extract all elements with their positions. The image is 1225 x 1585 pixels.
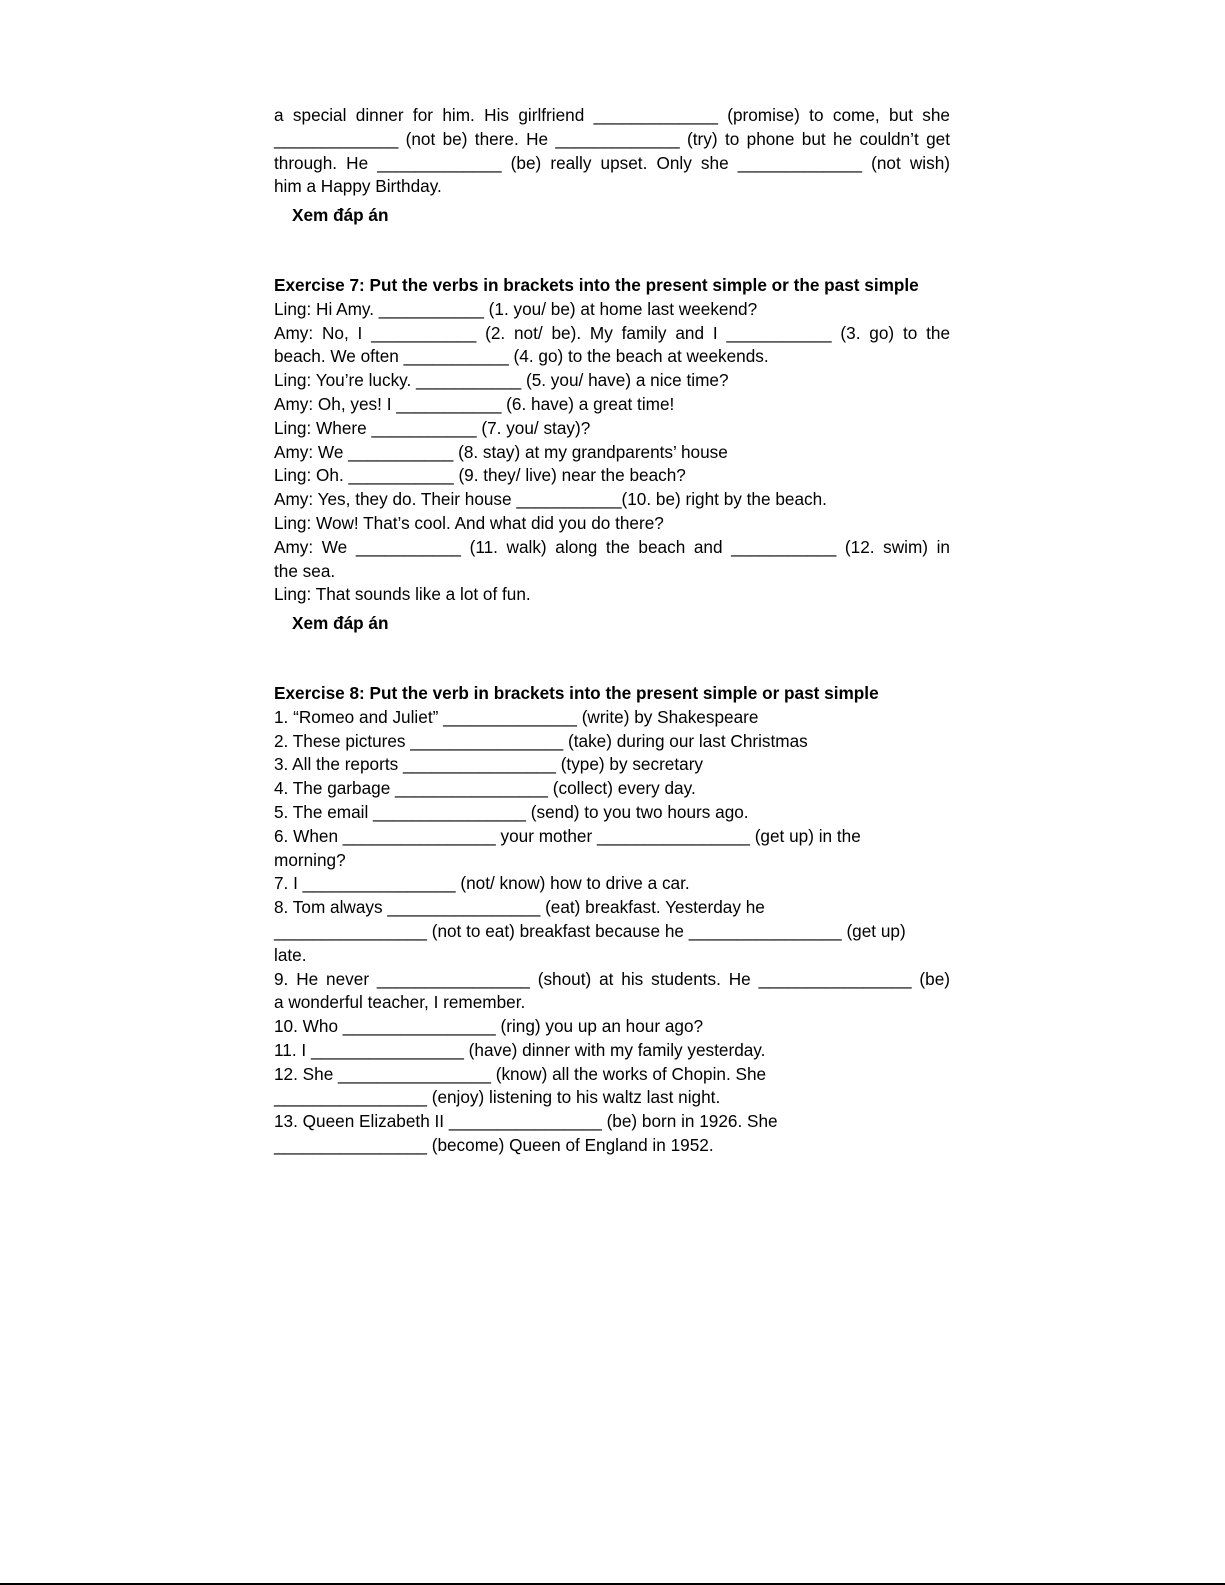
exercise-line: 7. I ________________ (not/ know) how to drive a car. (274, 873, 690, 894)
intro-line-3: through. He _____________ (be) really upset. Only she _____________ (not wish) (274, 152, 950, 173)
dialogue-line: Amy: Oh, yes! I ___________ (6. have) a great time! (274, 393, 675, 414)
exercise-8-title: Exercise 8: Put the verb in brackets into the present simple or past simple (274, 682, 879, 703)
dialogue-line: Ling: Wow! That’s cool. And what did you do there? (274, 512, 664, 533)
dialogue-line: Amy: No, I ___________ (2. not/ be). My family and I ___________ (3. go) to the (274, 322, 950, 343)
dialogue-line: the sea. (274, 560, 336, 581)
exercise-line: 2. These pictures ________________ (take) during our last Christmas (274, 730, 808, 751)
intro-line-1: a special dinner for him. His girlfriend _____________ (promise) to come, but she (274, 105, 950, 125)
spacer (274, 228, 950, 274)
exercise-line: morning? (274, 849, 346, 870)
exercise-line: 11. I ________________ (have) dinner with my family yesterday. (274, 1039, 766, 1060)
exercise-line: 8. Tom always ________________ (eat) breakfast. Yesterday he (274, 897, 765, 918)
exercise-line: a wonderful teacher, I remember. (274, 992, 526, 1013)
exercise-line: 5. The email ________________ (send) to you two hours ago. (274, 801, 749, 822)
dialogue-line: Amy: Yes, they do. Their house ___________(10. be) right by the beach. (274, 489, 827, 510)
document-page (274, 104, 950, 1158)
exercise-line: 10. Who ________________ (ring) you up an hour ago? (274, 1016, 704, 1037)
exercise-8-list (274, 706, 950, 1158)
dialogue-line: Amy: We ___________ (11. walk) along the beach and ___________ (12. swim) in (274, 536, 950, 557)
exercise-line: 13. Queen Elizabeth II ________________ (be) born in 1926. She (274, 1111, 778, 1132)
view-answer-link-2[interactable]: Xem đáp án (292, 613, 389, 634)
exercise-7-title: Exercise 7: Put the verbs in brackets into the present simple or the past simple (274, 274, 919, 295)
exercise-line: 9. He never ________________ (shout) at his students. He ________________ (be) (274, 968, 950, 989)
dialogue-line: Ling: That sounds like a lot of fun. (274, 584, 531, 605)
spacer (274, 636, 950, 682)
exercise-line: ________________ (become) Queen of England in 1952. (274, 1135, 714, 1156)
intro-line-4: him a Happy Birthday. (274, 176, 442, 197)
exercise-7-dialogue (274, 298, 950, 607)
dialogue-line: Ling: Oh. ___________ (9. they/ live) near the beach? (274, 465, 686, 486)
intro-paragraph (274, 104, 950, 199)
exercise-line: late. (274, 944, 307, 965)
exercise-line: 6. When ________________ your mother ________________ (get up) in the (274, 825, 861, 846)
exercise-line: 12. She ________________ (know) all the works of Chopin. She (274, 1063, 767, 1084)
dialogue-line: Ling: Where ___________ (7. you/ stay)? (274, 417, 591, 438)
dialogue-line: beach. We often ___________ (4. go) to the beach at weekends. (274, 346, 769, 367)
exercise-line: 1. “Romeo and Juliet” ______________ (write) by Shakespeare (274, 706, 759, 727)
exercise-line: 3. All the reports ________________ (type) by secretary (274, 754, 704, 775)
view-answer-link-1[interactable]: Xem đáp án (292, 205, 389, 226)
dialogue-line: Ling: Hi Amy. ___________ (1. you/ be) at home last weekend? (274, 298, 758, 319)
exercise-line: 4. The garbage ________________ (collect) every day. (274, 778, 696, 799)
intro-line-2: _____________ (not be) there. He _____________ (try) to phone but he couldn’t get (274, 128, 950, 149)
exercise-line: ________________ (not to eat) breakfast because he ________________ (get up) (274, 920, 906, 941)
dialogue-line: Amy: We ___________ (8. stay) at my grandparents’ house (274, 441, 728, 462)
exercise-line: ________________ (enjoy) listening to his waltz last night. (274, 1087, 721, 1108)
dialogue-line: Ling: You’re lucky. ___________ (5. you/ have) a nice time? (274, 370, 729, 391)
